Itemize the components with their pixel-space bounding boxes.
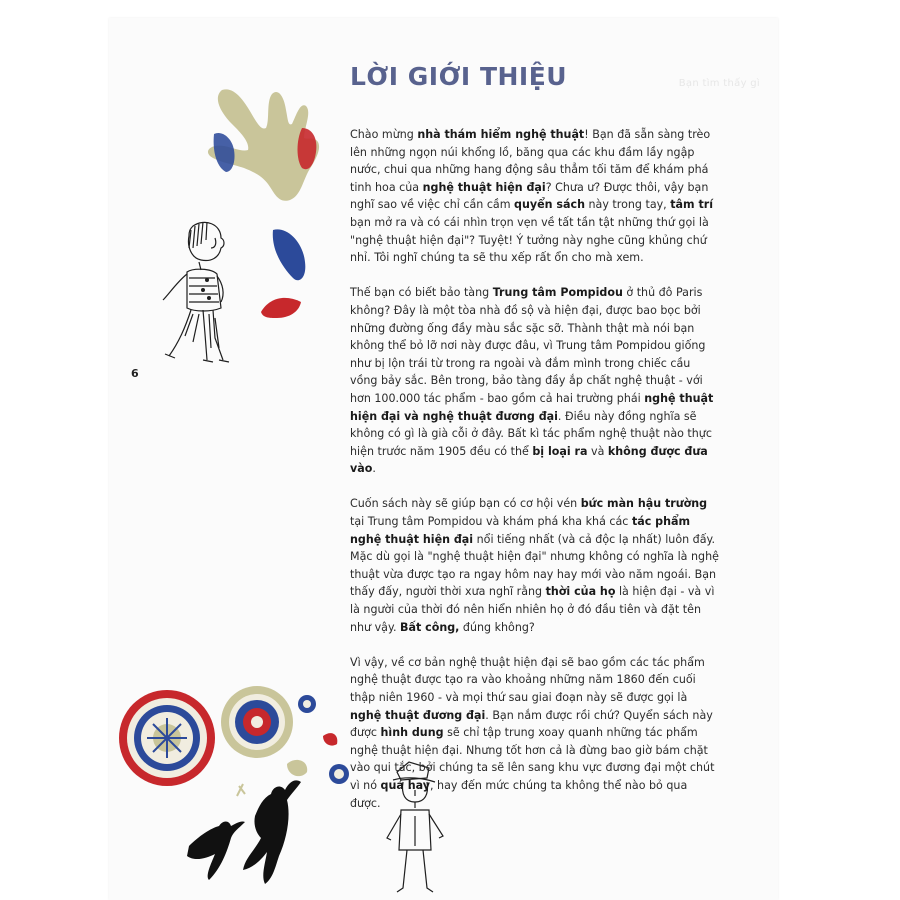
emphasis-text: không được đưa vào [350, 444, 708, 476]
emphasis-text: thời của họ [545, 585, 616, 599]
text-run: Chào mừng [350, 128, 418, 141]
intro-body-text [350, 126, 720, 830]
text-run: là hiện đại - và vì là người của thời đó nên hiển nhiên họ ở đó đầu tiên và đặt tên như vậy. [350, 585, 715, 634]
blue-cutout-shape [269, 226, 309, 286]
text-run: Thế bạn có biết bảo tàng [350, 286, 493, 300]
emphasis-text: quá hay [380, 778, 430, 792]
text-run: Vì vậy, về cơ bản nghệ thuật hiện đại sẽ bao gồm các tác phẩm nghệ thuật được tạo ra vào khoảng những năm 1860 đến cuối thập niên 1960 - và mọi thứ sau giai đoạn này sẽ được gọi là [350, 655, 705, 704]
emphasis-text: bị loại ra [532, 444, 588, 458]
emphasis-text: quyển sách [514, 198, 585, 212]
text-run: ? Chưa ư? Được thôi, vậy bạn nghĩ sao về việc chỉ cần cầm [350, 180, 709, 212]
emphasis-text: bức màn hậu trường [580, 497, 708, 511]
text-run: ! Bạn đã sẵn sàng trèo lên những ngọn núi khổng lồ, băng qua các khu đầm lầy ngập nước, chui qua những hang động sâu thẳm tối tăm để khám phá tinh hoa của [350, 128, 711, 194]
text-run: . Bạn nắm được rồi chứ? Quyển sách này được [350, 708, 713, 740]
hand-illustration [204, 80, 329, 210]
text-run: nổi tiếng nhất (và cả độc lạ nhất) luôn đấy. Mặc dù gọi là "nghệ thuật hiện đại" nhưng không có nghĩa là nghệ thuật vừa được tạo ra ngay hôm nay hay mới vào năm ngoái. Bạn thấy đấy, người thời xưa nghĩ rằng [350, 532, 719, 599]
text-run: sẽ chỉ tập trung xoay quanh những tác phẩm nghệ thuật hiện đại. Nhưng tốt hơn cả là đừng bao giờ bám chặt vào qui tắc, bởi chúng ta sẽ lên sang khu vực đương đại một chút vì nó [350, 726, 715, 792]
emphasis-text: nhà thám hiểm nghệ thuật [417, 128, 585, 141]
page-number: 6 [131, 367, 139, 380]
text-run: , hay đến mức chúng ta không thể nào bỏ qua được. [350, 778, 688, 810]
dancing-silhouettes [179, 776, 309, 886]
text-run: . [372, 462, 376, 476]
emphasis-text: Trung tâm Pompidou [492, 286, 623, 300]
emphasis-text: hình dung [380, 726, 444, 740]
page-title: LỜI GIỚI THIỆU [350, 62, 568, 91]
text-run: tại Trung tâm Pompidou và khám phá kha khá các [350, 515, 632, 529]
text-run: . Điều này đồng nghĩa sẽ không có gì là già cỗi ở đây. Bất kì tác phẩm nghệ thuật nào thực hiện trước năm 1905 đều có thể [350, 409, 712, 458]
body-paragraph [350, 284, 720, 478]
text-run: bạn mở ra và có cái nhìn trọn vẹn về tất tần tật những thứ gọi là "nghệ thuật hiện đại"? Tuyệt! Ý tưởng này nghe cũng khủng chứ nhỉ. Tôi nghĩ chúng ta sẽ thu xếp rất ổn cho mà xem. [350, 215, 709, 265]
text-run: và [587, 444, 608, 458]
body-paragraph [350, 654, 720, 812]
sketched-boy-figure [151, 218, 246, 368]
emphasis-text: nghệ thuật hiện đại [422, 180, 546, 194]
book-page [109, 18, 778, 900]
text-run: này trong tay, [584, 198, 671, 212]
emphasis-text: nghệ thuật hiện đại và nghệ thuật đương đại [350, 391, 714, 423]
emphasis-text: tâm trí [670, 198, 714, 212]
emphasis-text: nghệ thuật đương đại [350, 708, 486, 722]
text-run: ở thủ đô Paris không? Đây là một tòa nhà đồ sộ và hiện đại, được bao bọc bởi những đường ống đầy màu sắc sặc sỡ. Thành thật mà nói bạn không thể bỏ lỡ nơi này được đâu, vì Trung tâm Pompidou giống như bị lộn trái từ trong ra ngoài và đắm mình trong chiếc cầu vồng bảy sắc. Bên trong, bảo tàng đầy ắp chất nghệ thuật - với hơn 100.000 tác phẩm - bao gồm cả hai trường phái [350, 286, 706, 405]
body-paragraph [350, 495, 720, 636]
text-run: đúng không? [459, 620, 535, 634]
bleed-through-text: Bạn tìm thấy gì [678, 78, 760, 89]
emphasis-text: Bất công, [400, 620, 460, 634]
body-paragraph [350, 126, 720, 267]
red-cutout-shape [259, 294, 303, 322]
text-run: Cuốn sách này sẽ giúp bạn có cơ hội vén [350, 497, 581, 511]
emphasis-text: tác phẩm nghệ thuật hiện đại [350, 515, 691, 546]
